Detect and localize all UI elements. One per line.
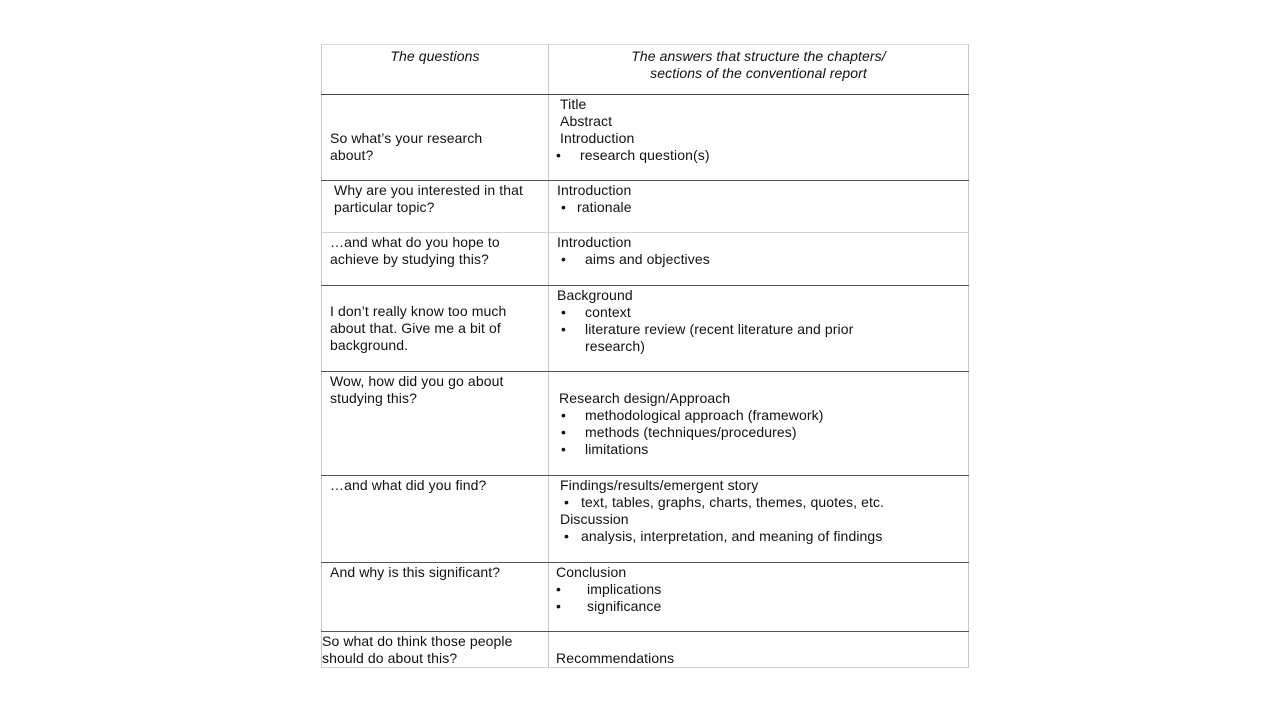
question-text: …and what did you find? [330,477,487,493]
answer-bullet-item [552,581,960,598]
table-row [322,233,969,286]
answer-heading: Conclusion [556,564,627,580]
answer-bullet-text: limitations [585,441,649,457]
answer-heading: Recommendations [556,650,675,666]
answer-heading: Introduction [557,234,632,250]
answer-heading: Title [560,96,587,112]
answer-heading: Introduction [557,182,632,198]
answer-bullet-item [557,321,908,355]
question-cell [322,563,549,632]
question-cell [322,632,549,668]
table-row [322,563,969,632]
answer-bullet-text: methodological approach (framework) [585,407,824,423]
question-text: And why is this significant? [330,564,501,580]
bullet-icon: • [556,598,562,614]
question-text: Wow, how did you go about studying this? [330,373,504,406]
question-cell [322,476,549,563]
question-cell [322,181,549,233]
answers-column-header [549,45,969,95]
answer-heading: Abstract [560,113,613,129]
answer-bullet-text: aims and objectives [585,251,710,267]
question-text: So what do think those people should do about this? [322,633,513,666]
answer-cell [549,233,969,286]
table-row [322,476,969,563]
table-row [322,372,969,476]
answer-bullet-text: methods (techniques/procedures) [585,424,797,440]
answer-cell [549,95,969,181]
question-text: I don’t really know too much about that. Give me a bit of background. [330,303,507,353]
question-text: Why are you interested in that particular topic? [334,182,523,215]
answer-bullet-item [557,251,960,268]
answer-bullet-text: context [585,304,631,320]
question-cell [322,95,549,181]
question-cell [322,233,549,286]
question-text: So what’s your research about? [330,130,483,163]
answer-bullet-text: implications [587,581,662,597]
table-row [322,632,969,668]
answer-cell [549,632,969,668]
table-row [322,95,969,181]
answer-bullet-item [557,424,960,441]
report-structure-table [321,44,969,668]
bullet-icon: • [561,441,567,457]
answer-cell [549,286,969,372]
bullet-icon: • [564,528,570,544]
answer-bullet-text: analysis, interpretation, and meaning of findings [581,528,883,544]
bullet-icon: • [564,494,570,510]
answer-heading: Findings/results/emergent story [560,477,759,493]
table-row [322,181,969,233]
questions-header-label: The questions [390,48,480,64]
answer-bullet-text: significance [587,598,662,614]
bullet-icon: • [561,407,567,423]
question-cell [322,372,549,476]
answer-bullet-text: research question(s) [580,147,710,163]
answer-bullet-item [557,441,960,458]
answer-bullet-text: text, tables, graphs, charts, themes, quotes, etc. [581,494,885,510]
answers-header-line-1: The answers that structure the chapters/ [631,48,886,64]
answer-heading: Introduction [560,130,635,146]
answer-bullet-text: literature review (recent literature and prior research) [585,321,854,354]
table-row [322,286,969,372]
questions-column-header [322,45,549,95]
answer-cell [549,372,969,476]
bullet-icon: • [561,304,567,320]
answer-heading: Background [557,287,633,303]
answer-bullet-item [552,147,960,164]
question-text: …and what do you hope to achieve by studying this? [330,234,500,267]
answer-bullet-item [552,598,960,615]
answer-cell [549,181,969,233]
table-header-row [322,45,969,95]
answer-cell [549,563,969,632]
answer-bullet-text: rationale [577,199,632,215]
answer-bullet-item [557,199,960,216]
bullet-icon: • [561,424,567,440]
question-cell [322,286,549,372]
bullet-icon: • [561,199,567,215]
answer-bullet-item [560,528,960,545]
answer-heading: Research design/Approach [559,390,731,406]
answer-cell [549,476,969,563]
answers-header-line-2: sections of the conventional report [650,65,867,81]
bullet-icon: • [556,581,562,597]
answer-bullet-item [557,304,908,321]
answer-bullet-item [560,494,960,511]
bullet-icon: • [561,321,567,337]
answer-heading: Discussion [560,511,629,527]
answer-bullet-item [557,407,960,424]
bullet-icon: • [561,251,567,267]
bullet-icon: • [556,147,562,163]
